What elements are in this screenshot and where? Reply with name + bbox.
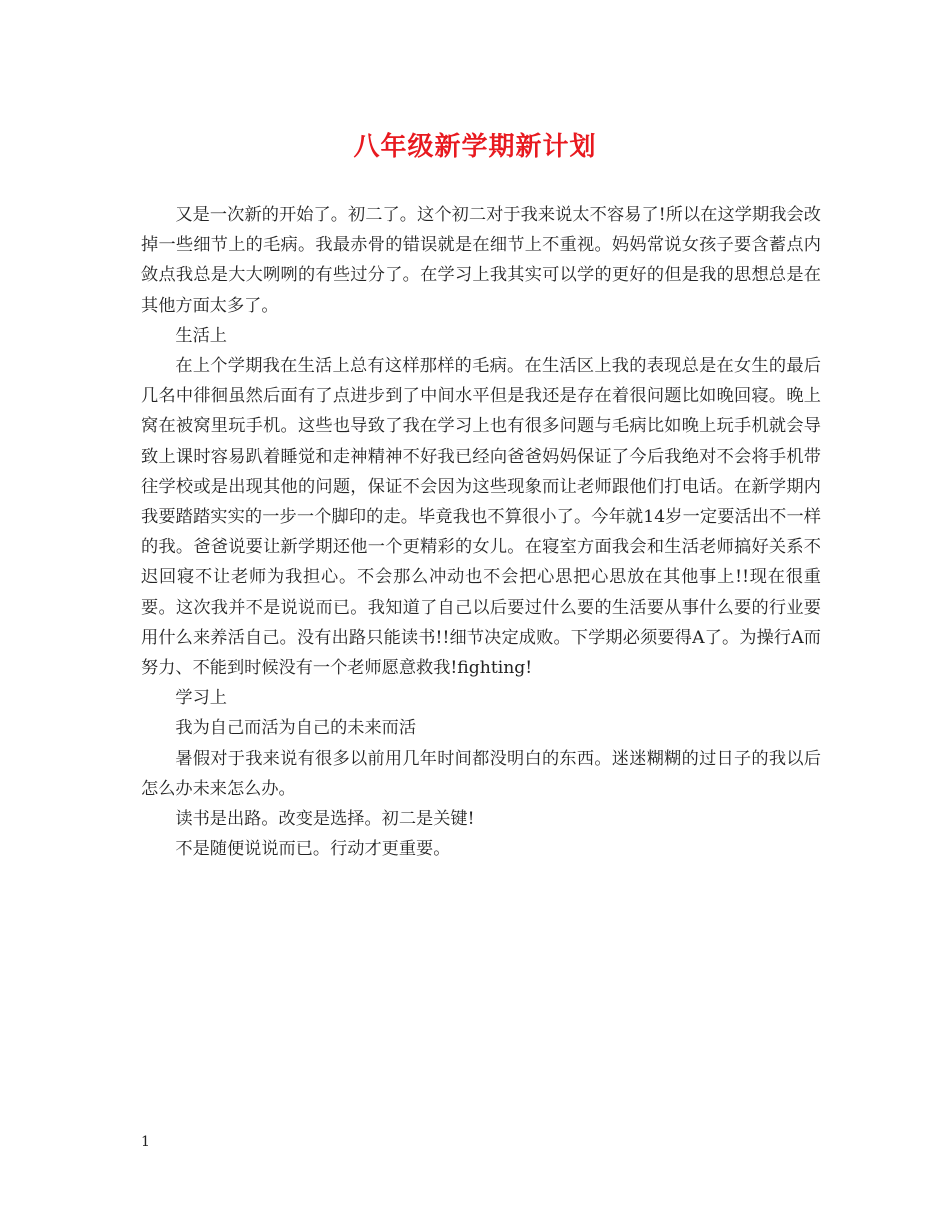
paragraph-action: 不是随便说说而已。行动才更重要。	[175, 839, 451, 860]
paragraph-motto: 我为自己而活为自己的未来而活	[175, 718, 417, 739]
document-title: 八年级新学期新计划	[353, 132, 597, 162]
section-heading-life: 生活上	[175, 325, 227, 346]
paragraph-summer: 暑假对于我来说有很多以前用几年时间都没明白的东西。迷迷糊糊的过日子的我以后怎么办未来怎么办。	[141, 748, 821, 799]
page-number: 1	[141, 1134, 150, 1150]
document-body	[141, 200, 821, 864]
paragraph-key: 读书是出路。改变是选择。初二是关键!	[175, 809, 475, 830]
section-heading-study: 学习上	[175, 688, 227, 709]
paragraph-intro: 又是一次新的开始了。初二了。这个初二对于我来说太不容易了!所以在这学期我会改掉一些细节上的毛病。我最赤骨的错误就是在细节上不重视。妈妈常说女孩子要含蓄点内敛点我总是大大咧咧的有些过分了。在学习上我其实可以学的更好的但是我的思想总是在其他方面太多了。	[141, 205, 821, 316]
paragraph-life: 在上个学期我在生活上总有这样那样的毛病。在生活区上我的表现总是在女生的最后几名中徘徊虽然后面有了点进步到了中间水平但是我还是存在着很问题比如晚回寝。晚上窝在被窝里玩手机。这些也导致了我在学习上也有很多问题与毛病比如晚上玩手机就会导致上课时容易趴着睡觉和走神精神不好我已经向爸爸妈妈保证了今后我绝对不会将手机带往学校或是出现其他的问题，保证不会因为这些现象而让老师跟他们打电话。在新学期内我要踏踏实实的一步一个脚印的走。毕竟我也不算很小了。今年就14岁一定要活出不一样的我。爸爸说要让新学期还他一个更精彩的女儿。在寝室方面我会和生活老师搞好关系不迟回寝不让老师为我担心。不会那么冲动也不会把心思把心思放在其他事上!!现在很重要。这次我并不是说说而已。我知道了自己以后要过什么要的生活要从事什么要的行业要用什么来养活自己。没有出路只能读书!!细节决定成败。下学期必须要得A了。为操行A而努力、不能到时候没有一个老师愿意救我!fighting!	[141, 356, 821, 679]
